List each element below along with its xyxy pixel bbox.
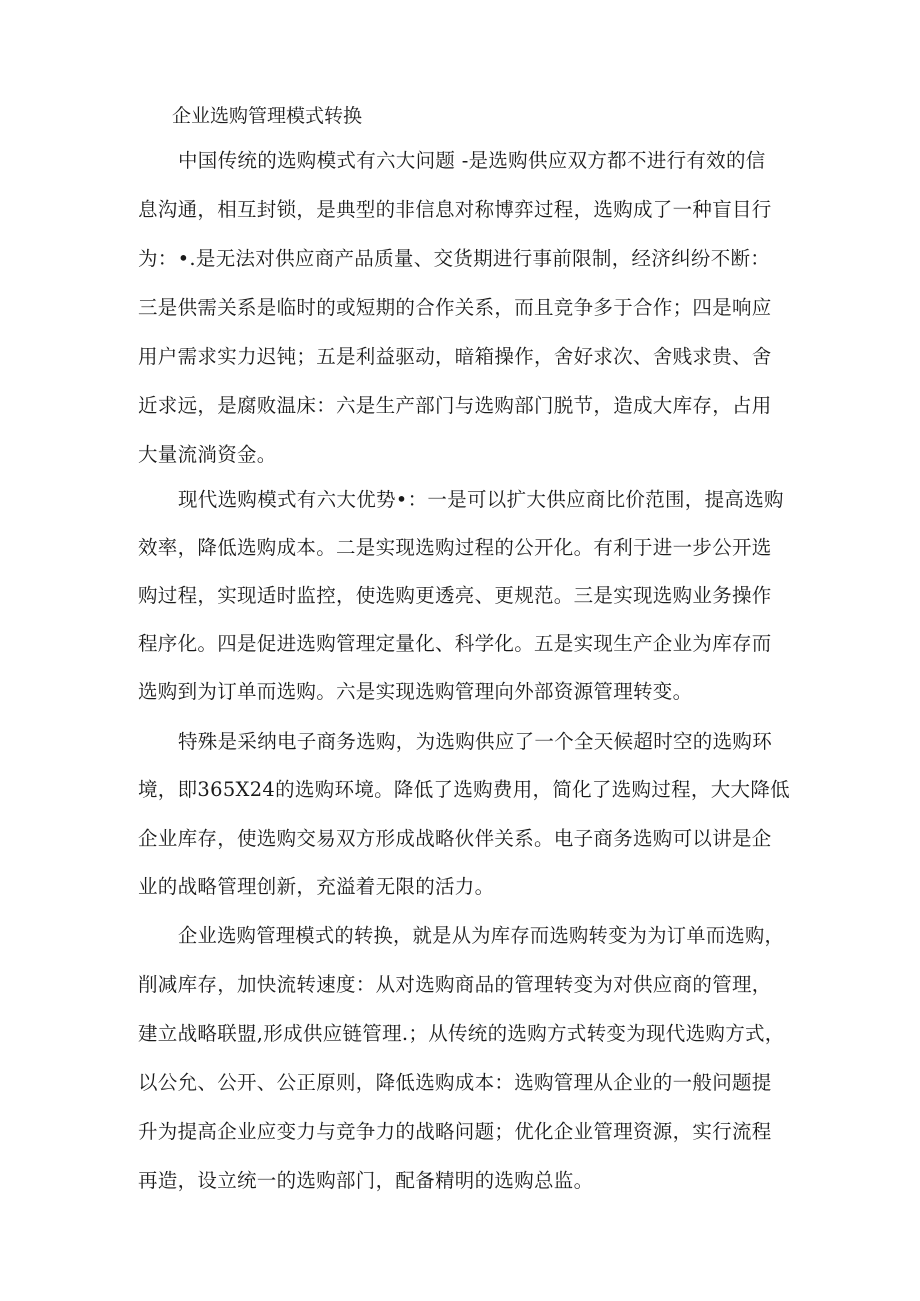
paragraph-line: 建立战略联盟,形成供应链管理.；从传统的选购方式转变为现代选购方式， <box>138 1022 785 1045</box>
paragraph-line: 现代选购模式有六大优势•：一是可以扩大供应商比价范围，提高选购 <box>178 488 784 511</box>
paragraph-line: 为：•.是无法对供应商产品质量、交货期进行事前限制，经济纠纷不断： <box>138 247 771 270</box>
paragraph-line: 中国传统的选购模式有六大问题 -是选购供应双方都不进行有效的信 <box>178 149 766 172</box>
paragraph-line: 近求远，是腐败温床：六是生产部门与选购部门脱节，造成大库存，占用 <box>138 394 772 417</box>
paragraph-line: 升为提高企业应变力与竞争力的战略问题；优化企业管理资源，实行流程 <box>138 1120 772 1143</box>
paragraph-line: 以公允、公开、公正原则，降低选购成本：选购管理从企业的一般问题提 <box>138 1071 772 1094</box>
paragraph-line: 选购到为订单而选购。六是实现选购管理向外部资源管理转变。 <box>138 680 693 703</box>
paragraph-line: 购过程，实现适时监控，使选购更透亮、更规范。三是实现选购业务操作 <box>138 584 772 607</box>
paragraph-line: 企业库存，使选购交易双方形成战略伙伴关系。电子商务选购可以讲是企 <box>138 827 772 850</box>
paragraph-line: 三是供需关系是临时的或短期的合作关系，而且竞争多于合作；四是响应 <box>138 296 772 319</box>
paragraph-line: 大量流淌资金。 <box>138 443 277 466</box>
paragraph-line: 程序化。四是促进选购管理定量化、科学化。五是实现生产企业为库存而 <box>138 632 772 655</box>
paragraph-line: 境，即365X24的选购环境。降低了选购费用，简化了选购过程，大大降低 <box>138 778 790 801</box>
paragraph-line: 用户需求实力迟钝；五是利益驱动，暗箱操作，舍好求次、舍贱求贵、舍 <box>138 345 772 368</box>
paragraph-line: 特殊是采纳电子商务选购，为选购供应了一个全天候超时空的选购环 <box>178 730 773 753</box>
paragraph-line: 削减库存，加快流转速度：从对选购商品的管理转变为对供应商的管理， <box>138 973 772 996</box>
paragraph-line: 效率，降低选购成本。二是实现选购过程的公开化。有利于进一步公开选 <box>138 536 772 559</box>
paragraph-line: 再造，设立统一的选购部门，配备精明的选购总监。 <box>138 1169 594 1192</box>
paragraph-line: 息沟通，相互封锁，是典型的非信息对称博弈过程，选购成了一种盲目行 <box>138 198 772 221</box>
paragraph-line: 企业选购管理模式的转换，就是从为库存而选购转变为为订单而选购， <box>178 924 785 947</box>
document-title: 企业选购管理模式转换 <box>172 105 363 127</box>
paragraph-line: 业的战略管理创新，充溢着无限的活力。 <box>138 875 495 898</box>
